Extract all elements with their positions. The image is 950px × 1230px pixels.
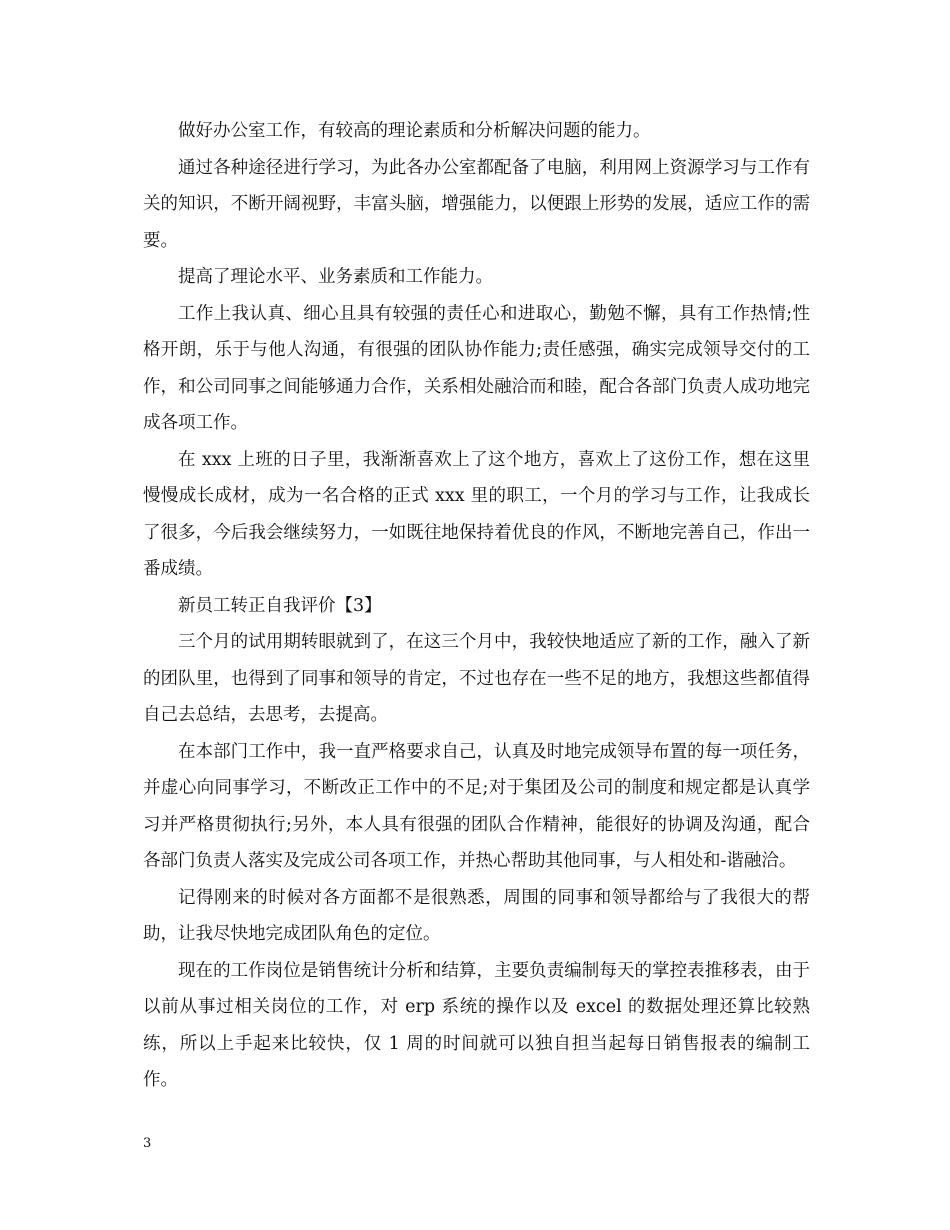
paragraph-3: 提高了理论水平、业务素质和工作能力。	[178, 267, 493, 287]
page-number: 3	[143, 1136, 152, 1151]
paragraph-2: 通过各种途径进行学习，为此各办公室都配备了电脑，利用网上资源学习与工作有关的知识，不断开阔视野，丰富头脑，增强能力，以便跟上形势的发展，适应工作的需要。	[143, 157, 810, 251]
paragraph-8: 在本部门工作中，我一直严格要求自己，认真及时地完成领导布置的每一项任务，并虚心向同事学习，不断改正工作中的不足;对于集团及公司的制度和规定都是认真学习并严格贯彻执行;另外，本人具有很强的团队合作精神，能很好的协调及沟通，配合各部门负责人落实及完成公司各项工作，并热心帮助其他同事，与人相处和-谐融洽。	[143, 741, 810, 871]
paragraph-10: 现在的工作岗位是销售统计分析和结算，主要负责编制每天的掌控表推移表，由于以前从事过相关岗位的工作，对 erp 系统的操作以及 excel 的数据处理还算比较熟练，所以上手起来比较快，仅 1 周的时间就可以独自担当起每日销售报表的编制工作。	[143, 960, 810, 1090]
paragraph-4: 工作上我认真、细心且具有较强的责任心和进取心，勤勉不懈，具有工作热情;性格开朗，乐于与他人沟通，有很强的团队协作能力;责任感强，确实完成领导交付的工作，和公司同事之间能够通力合作，关系相处融洽而和睦，配合各部门负责人成功地完成各项工作。	[143, 303, 810, 433]
paragraph-5: 在 xxx 上班的日子里，我渐渐喜欢上了这个地方，喜欢上了这份工作，想在这里慢慢成长成材，成为一名合格的正式 xxx 里的职工，一个月的学习与工作，让我成长了很多，今后我会继续努力，一如既往地保持着优良的作风，不断地完善自己，作出一番成绩。	[143, 449, 810, 579]
paragraph-9: 记得刚来的时候对各方面都不是很熟悉，周围的同事和领导都给与了我很大的帮助，让我尽快地完成团队角色的定位。	[143, 887, 810, 944]
paragraph-1: 做好办公室工作，有较高的理论素质和分析解决问题的能力。	[178, 121, 651, 141]
paragraph-7: 三个月的试用期转眼就到了，在这三个月中，我较快地适应了新的工作，融入了新的团队里，也得到了同事和领导的肯定，不过也存在一些不足的地方，我想这些都值得自己去总结，去思考，去提高。	[143, 632, 810, 725]
section-heading: 新员工转正自我评价【3】	[178, 595, 382, 616]
document-body	[143, 113, 810, 1099]
